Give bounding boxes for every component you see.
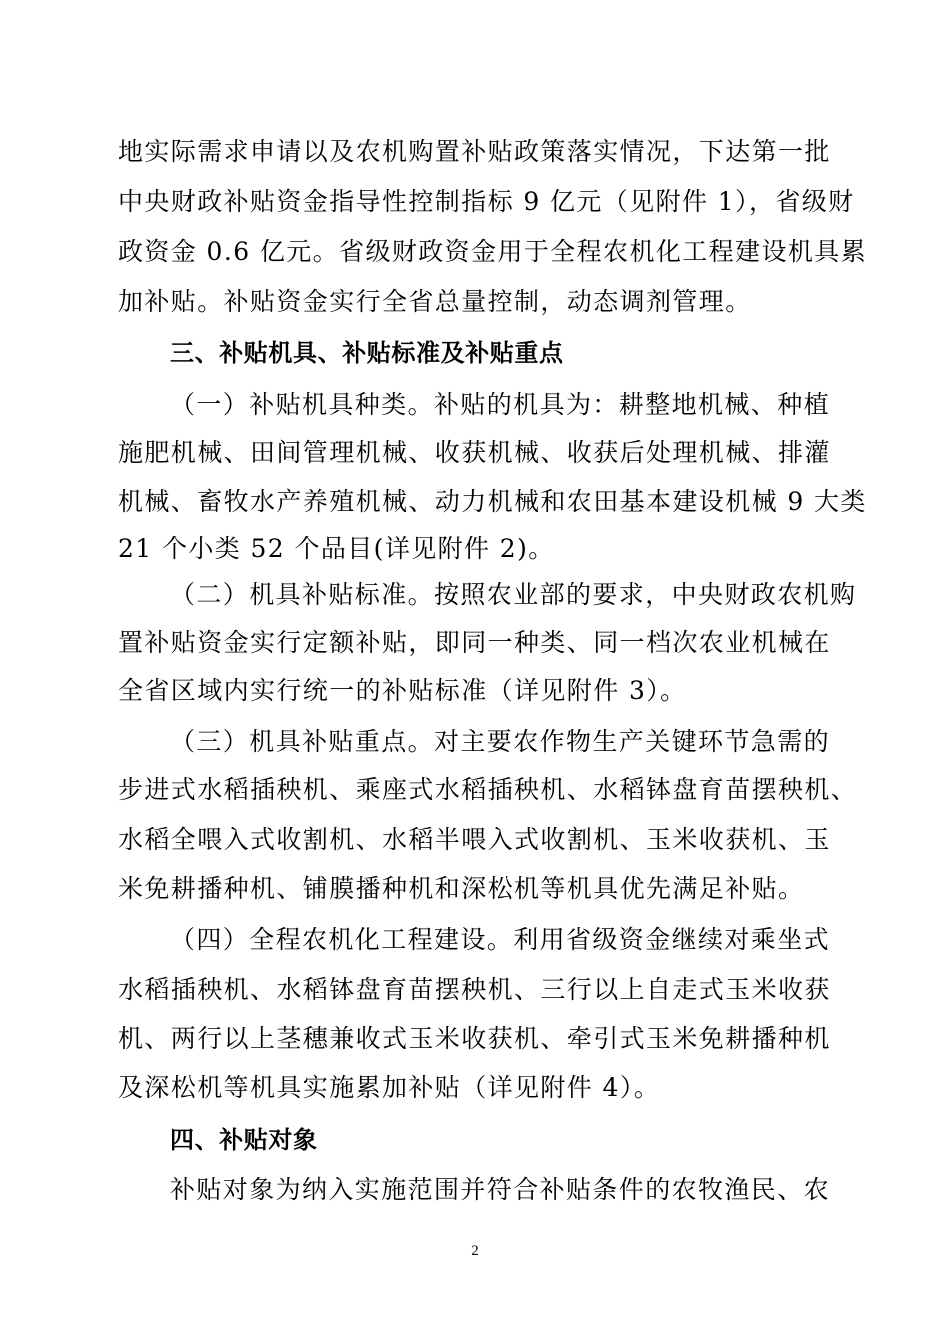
body-line: 补贴对象为纳入实施范围并符合补贴条件的农牧渔民、农: [170, 1175, 831, 1204]
body-line: 水稻插秧机、水稻钵盘育苗摆秧机、三行以上自走式玉米收获: [118, 975, 831, 1004]
page-number: 2: [471, 1243, 479, 1259]
body-line: 中央财政补贴资金指导性控制指标 9 亿元（见附件 1），省级财: [118, 187, 855, 216]
body-line: 机、两行以上茎穗兼收式玉米收获机、牵引式玉米免耕播种机: [118, 1024, 831, 1053]
body-line: 加补贴。补贴资金实行全省总量控制，动态调剂管理。: [118, 287, 752, 316]
body-line: （一）补贴机具种类。补贴的机具为：耕整地机械、种植: [170, 390, 831, 419]
body-line: 置补贴资金实行定额补贴，即同一种类、同一档次农业机械在: [118, 628, 831, 657]
section-heading: 四、补贴对象: [170, 1126, 318, 1154]
body-line: 施肥机械、田间管理机械、收获机械、收获后处理机械、排灌: [118, 438, 831, 467]
section-heading: 三、补贴机具、补贴标准及补贴重点: [170, 339, 564, 367]
body-line: （四）全程农机化工程建设。利用省级资金继续对乘坐式: [170, 925, 831, 954]
body-line: 及深松机等机具实施累加补贴（详见附件 4）。: [118, 1073, 661, 1102]
body-line: 21 个小类 52 个品目(详见附件 2)。: [118, 534, 555, 563]
body-line: 步进式水稻插秧机、乘座式水稻插秧机、水稻钵盘育苗摆秧机、: [118, 775, 858, 804]
body-line: 政资金 0.6 亿元。省级财政资金用于全程农机化工程建设机具累: [118, 237, 868, 266]
body-line: 米免耕播种机、铺膜播种机和深松机等机具优先满足补贴。: [118, 874, 805, 903]
body-line: （三）机具补贴重点。对主要农作物生产关键环节急需的: [170, 727, 831, 756]
body-line: 全省区域内实行统一的补贴标准（详见附件 3）。: [118, 676, 687, 705]
body-line: 机械、畜牧水产养殖机械、动力机械和农田基本建设机械 9 大类: [118, 487, 867, 516]
body-line: （二）机具补贴标准。按照农业部的要求，中央财政农机购: [170, 580, 857, 609]
body-line: 地实际需求申请以及农机购置补贴政策落实情况，下达第一批: [118, 137, 831, 166]
body-line: 水稻全喂入式收割机、水稻半喂入式收割机、玉米收获机、玉: [118, 825, 831, 854]
